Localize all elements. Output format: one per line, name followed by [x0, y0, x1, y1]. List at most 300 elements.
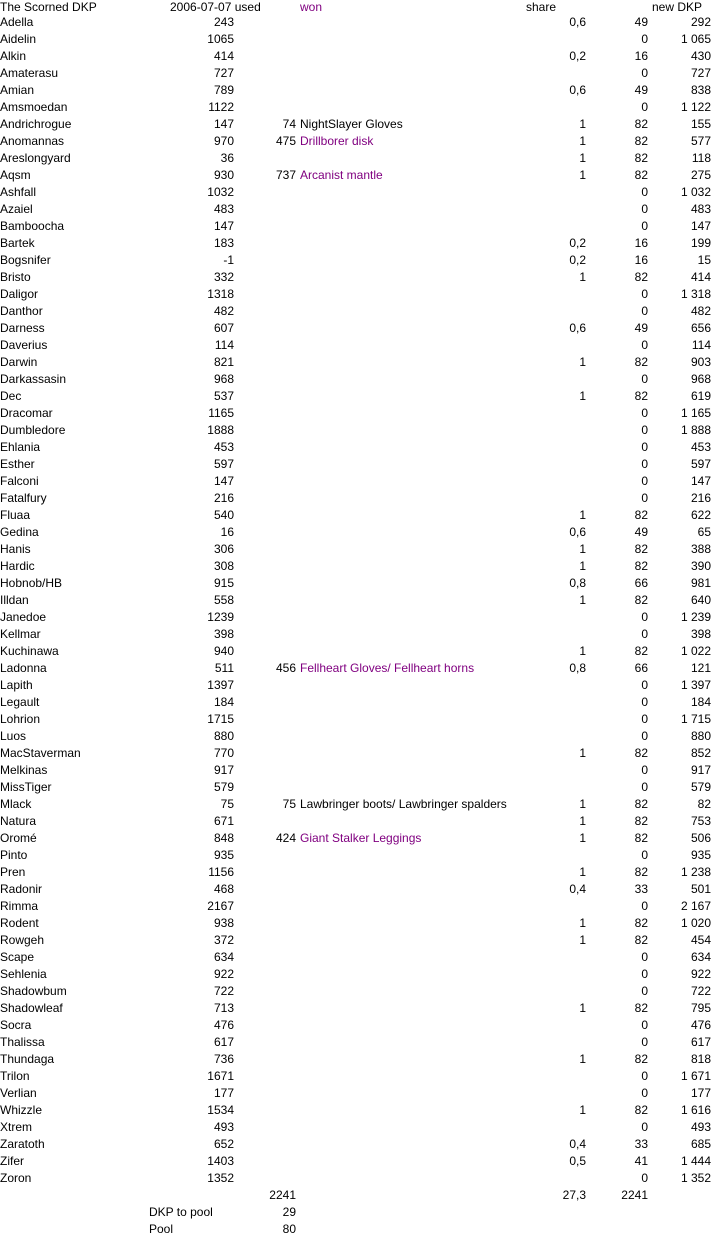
share-dkp: 0 [641, 491, 648, 505]
new-dkp: 1 671 [680, 1069, 711, 1083]
table-row [0, 932, 711, 949]
player-name: Dumbledore [0, 423, 66, 437]
table-row [0, 660, 711, 677]
table-row [0, 575, 711, 592]
used-dkp: 177 [213, 1086, 234, 1100]
new-dkp: 65 [697, 525, 711, 539]
share-dkp: 82 [634, 270, 648, 284]
table-row [0, 847, 711, 864]
new-dkp: 506 [690, 831, 711, 845]
used-dkp: 16 [220, 525, 234, 539]
used-dkp: 2167 [207, 899, 234, 913]
used-dkp: 579 [213, 780, 234, 794]
new-dkp: 1 165 [680, 406, 711, 420]
share-value: 0,6 [569, 525, 586, 539]
table-row [0, 1000, 711, 1017]
table-row [0, 473, 711, 490]
player-name: Socra [0, 1018, 32, 1032]
new-dkp: 619 [690, 389, 711, 403]
player-name: Dracomar [0, 406, 53, 420]
table-row [0, 1085, 711, 1102]
new-dkp: 482 [690, 304, 711, 318]
table-row [0, 320, 711, 337]
share-value: 1 [579, 559, 586, 573]
new-dkp: 1 020 [680, 916, 711, 930]
new-dkp: 15 [697, 253, 711, 267]
share-dkp: 0 [641, 304, 648, 318]
new-dkp: 640 [690, 593, 711, 607]
share-dkp: 82 [634, 168, 648, 182]
used-dkp: 727 [213, 66, 234, 80]
used-dkp: 483 [213, 202, 234, 216]
player-name: Falconi [0, 474, 39, 488]
total-dkp: 2241 [621, 1188, 648, 1202]
used-dkp: 306 [213, 542, 234, 556]
new-dkp: 818 [690, 1052, 711, 1066]
used-dkp: 821 [213, 355, 234, 369]
new-dkp: 922 [690, 967, 711, 981]
used-dkp: 1122 [208, 100, 234, 114]
player-name: Hanis [0, 542, 31, 556]
used-dkp: 414 [213, 49, 234, 63]
table-row [0, 762, 711, 779]
used-dkp: 935 [213, 848, 234, 862]
header-new-dkp: new DKP [652, 0, 703, 14]
share-dkp: 82 [634, 746, 648, 760]
table-row [0, 99, 711, 116]
new-dkp: 685 [690, 1137, 711, 1151]
pool-value: 80 [282, 1222, 296, 1236]
share-value: 0,2 [569, 49, 586, 63]
table-row [0, 507, 711, 524]
new-dkp: 275 [690, 168, 711, 182]
player-name: Aqsm [0, 168, 31, 182]
item-price: 424 [275, 831, 296, 845]
item-won: Fellheart Gloves/ Fellheart horns [300, 661, 475, 675]
table-row [0, 65, 711, 82]
table-row [0, 592, 711, 609]
new-dkp: 114 [691, 338, 711, 352]
share-dkp: 82 [634, 831, 648, 845]
header-won: won [300, 0, 323, 14]
share-dkp: 0 [641, 627, 648, 641]
used-dkp: 1156 [208, 865, 234, 879]
new-dkp: 1 022 [680, 644, 711, 658]
used-dkp: 114 [214, 338, 234, 352]
new-dkp: 216 [690, 491, 711, 505]
new-dkp: 390 [690, 559, 711, 573]
used-dkp: 453 [213, 440, 234, 454]
table-row [0, 1068, 711, 1085]
header-share: share [526, 0, 557, 14]
used-dkp: 880 [213, 729, 234, 743]
share-dkp: 0 [641, 1018, 648, 1032]
share-value: 1 [579, 134, 586, 148]
item-price: 475 [275, 134, 296, 148]
share-dkp: 0 [641, 1035, 648, 1049]
used-dkp: 332 [213, 270, 234, 284]
player-name: Areslongyard [0, 151, 71, 165]
share-dkp: 82 [634, 389, 648, 403]
header-title: The Scorned DKP [0, 0, 97, 14]
share-dkp: 41 [634, 1154, 648, 1168]
table-row [0, 201, 711, 218]
new-dkp: 398 [690, 627, 711, 641]
player-name: Mlack [0, 797, 32, 811]
share-value: 1 [579, 933, 586, 947]
used-dkp: 713 [213, 1001, 234, 1015]
new-dkp: 483 [690, 202, 711, 216]
table-row [0, 1034, 711, 1051]
table-row [0, 864, 711, 881]
pool-label: Pool [149, 1222, 174, 1236]
player-name: Hobnob/HB [0, 576, 63, 590]
share-dkp: 49 [634, 15, 648, 29]
share-dkp: 49 [634, 83, 648, 97]
used-dkp: 1715 [207, 712, 234, 726]
table-row [0, 524, 711, 541]
table-row [0, 728, 711, 745]
player-name: Lapith [0, 678, 33, 692]
used-dkp: 468 [213, 882, 234, 896]
used-dkp: 216 [213, 491, 234, 505]
used-dkp: 147 [213, 219, 234, 233]
new-dkp: 454 [690, 933, 711, 947]
share-dkp: 0 [641, 100, 648, 114]
player-name: Trilon [0, 1069, 30, 1083]
new-dkp: 903 [690, 355, 711, 369]
share-dkp: 0 [641, 984, 648, 998]
share-value: 0,8 [569, 576, 586, 590]
share-value: 1 [579, 831, 586, 845]
table-row [0, 898, 711, 915]
player-name: Lohrion [0, 712, 41, 726]
used-dkp: 671 [213, 814, 234, 828]
new-dkp: 501 [690, 882, 711, 896]
new-dkp: 1 065 [680, 32, 711, 46]
share-value: 0,2 [569, 253, 586, 267]
share-dkp: 0 [641, 202, 648, 216]
table-row [0, 133, 711, 150]
used-dkp: 493 [213, 1120, 234, 1134]
table-row [0, 626, 711, 643]
player-name: Verlian [0, 1086, 37, 1100]
used-dkp: 558 [213, 593, 234, 607]
share-dkp: 0 [641, 763, 648, 777]
player-name: Zaratoth [0, 1137, 45, 1151]
share-value: 0,6 [569, 15, 586, 29]
new-dkp: 118 [691, 151, 711, 165]
share-dkp: 0 [641, 185, 648, 199]
used-dkp: 1239 [207, 610, 234, 624]
used-dkp: 1534 [207, 1103, 234, 1117]
share-dkp: 82 [634, 644, 648, 658]
item-price: 456 [275, 661, 296, 675]
used-dkp: 243 [213, 15, 234, 29]
used-dkp: 1403 [207, 1154, 234, 1168]
used-dkp: 789 [213, 83, 234, 97]
table-row [0, 82, 711, 99]
player-name: Azaiel [0, 202, 33, 216]
share-dkp: 0 [641, 712, 648, 726]
share-dkp: 0 [641, 967, 648, 981]
new-dkp: 147 [690, 474, 711, 488]
player-name: MissTiger [0, 780, 52, 794]
new-dkp: 852 [690, 746, 711, 760]
item-won: Arcanist mantle [300, 168, 383, 182]
player-name: Hardic [0, 559, 35, 573]
used-dkp: 940 [213, 644, 234, 658]
player-name: Anomannas [0, 134, 65, 148]
table-row [0, 269, 711, 286]
used-dkp: 183 [213, 236, 234, 250]
table-row [0, 609, 711, 626]
share-value: 1 [579, 117, 586, 131]
player-name: Daligor [0, 287, 39, 301]
new-dkp: 147 [690, 219, 711, 233]
used-dkp: 372 [213, 933, 234, 947]
player-name: Illdan [0, 593, 29, 607]
table-row [0, 1136, 711, 1153]
player-name: Pinto [0, 848, 28, 862]
player-name: Aidelin [0, 32, 37, 46]
table-row [0, 711, 711, 728]
share-dkp: 0 [641, 440, 648, 454]
player-name: Melkinas [0, 763, 48, 777]
share-dkp: 82 [634, 134, 648, 148]
new-dkp: 292 [690, 15, 711, 29]
used-dkp: 398 [213, 627, 234, 641]
share-dkp: 82 [634, 1103, 648, 1117]
player-name: Darkassasin [0, 372, 67, 386]
player-name: Ehlania [0, 440, 41, 454]
share-dkp: 16 [634, 236, 648, 250]
table-row [0, 456, 711, 473]
player-name: Fluaa [0, 508, 31, 522]
item-won: Lawbringer boots/ Lawbringer spalders [300, 797, 507, 811]
share-value: 1 [579, 593, 586, 607]
share-dkp: 82 [634, 916, 648, 930]
new-dkp: 2 167 [680, 899, 711, 913]
new-dkp: 1 032 [680, 185, 711, 199]
player-name: Bartek [0, 236, 35, 250]
table-row [0, 1119, 711, 1136]
table-row [0, 558, 711, 575]
table-row [0, 184, 711, 201]
used-dkp: 770 [213, 746, 234, 760]
used-dkp: 917 [213, 763, 234, 777]
player-name: Scape [0, 950, 35, 964]
used-dkp: 75 [220, 797, 234, 811]
table-row [0, 881, 711, 898]
share-value: 0,8 [569, 661, 586, 675]
new-dkp: 155 [690, 117, 711, 131]
used-dkp: 540 [213, 508, 234, 522]
table-row [0, 422, 711, 439]
new-dkp: 656 [690, 321, 711, 335]
player-name: Thalissa [0, 1035, 45, 1049]
new-dkp: 1 444 [680, 1154, 711, 1168]
used-dkp: 184 [213, 695, 234, 709]
table-row [0, 235, 711, 252]
player-name: Xtrem [0, 1120, 33, 1134]
share-value: 1 [579, 1001, 586, 1015]
player-name: Rimma [0, 899, 38, 913]
used-dkp: 1165 [208, 406, 234, 420]
share-dkp: 0 [641, 1069, 648, 1083]
player-name: Legault [0, 695, 40, 709]
new-dkp: 838 [690, 83, 711, 97]
used-dkp: 147 [213, 474, 234, 488]
share-value: 1 [579, 814, 586, 828]
used-dkp: 722 [213, 984, 234, 998]
new-dkp: 935 [690, 848, 711, 862]
used-dkp: 1032 [207, 185, 234, 199]
player-name: Fatalfury [0, 491, 47, 505]
new-dkp: 597 [690, 457, 711, 471]
used-dkp: 308 [213, 559, 234, 573]
player-name: Pren [0, 865, 26, 879]
table-row [0, 745, 711, 762]
player-name: Ashfall [0, 185, 37, 199]
table-row [0, 1017, 711, 1034]
used-dkp: 968 [213, 372, 234, 386]
new-dkp: 880 [690, 729, 711, 743]
share-dkp: 66 [634, 576, 648, 590]
used-dkp: 511 [214, 661, 234, 675]
player-name: Shadowbum [0, 984, 67, 998]
table-row [0, 1051, 711, 1068]
new-dkp: 753 [690, 814, 711, 828]
player-name: Darwin [0, 355, 38, 369]
share-dkp: 82 [634, 865, 648, 879]
new-dkp: 577 [690, 134, 711, 148]
used-dkp: 652 [213, 1137, 234, 1151]
new-dkp: 1 238 [680, 865, 711, 879]
table-row [0, 490, 711, 507]
new-dkp: 414 [690, 270, 711, 284]
item-price: 74 [282, 117, 296, 131]
table-row [0, 286, 711, 303]
player-name: Alkin [0, 49, 27, 63]
table-row [0, 14, 711, 31]
share-dkp: 33 [634, 1137, 648, 1151]
table-row [0, 31, 711, 48]
table-row [0, 779, 711, 796]
item-price: 737 [275, 168, 296, 182]
player-name: Shadowleaf [0, 1001, 63, 1015]
player-name: Rodent [0, 916, 39, 930]
new-dkp: 622 [690, 508, 711, 522]
new-dkp: 82 [697, 797, 711, 811]
share-value: 0,5 [569, 1154, 586, 1168]
table-row [0, 541, 711, 558]
player-name: Amsmoedan [0, 100, 68, 114]
share-dkp: 49 [634, 321, 648, 335]
share-value: 1 [579, 1052, 586, 1066]
player-name: Oromé [0, 831, 37, 845]
share-dkp: 0 [641, 474, 648, 488]
player-name: Zoron [0, 1171, 32, 1185]
used-dkp: 617 [213, 1035, 234, 1049]
share-value: 1 [579, 916, 586, 930]
new-dkp: 579 [690, 780, 711, 794]
share-dkp: 82 [634, 559, 648, 573]
player-name: Amaterasu [0, 66, 59, 80]
used-dkp: 607 [213, 321, 234, 335]
player-name: Darness [0, 321, 45, 335]
share-value: 1 [579, 355, 586, 369]
new-dkp: 968 [690, 372, 711, 386]
new-dkp: 917 [690, 763, 711, 777]
table-row [0, 218, 711, 235]
table-row [0, 949, 711, 966]
share-dkp: 0 [641, 66, 648, 80]
share-value: 1 [579, 151, 586, 165]
share-dkp: 0 [641, 695, 648, 709]
item-price: 75 [282, 797, 296, 811]
table-row [0, 915, 711, 932]
used-dkp: 1352 [207, 1171, 234, 1185]
share-dkp: 82 [634, 117, 648, 131]
new-dkp: 722 [690, 984, 711, 998]
dkp-to-pool-label: DKP to pool [149, 1205, 213, 1219]
share-dkp: 82 [634, 542, 648, 556]
player-name: Bristo [0, 270, 31, 284]
item-won: Giant Stalker Leggings [300, 831, 422, 845]
used-dkp: 597 [213, 457, 234, 471]
player-name: Rowgeh [0, 933, 45, 947]
share-dkp: 0 [641, 338, 648, 352]
new-dkp: 617 [690, 1035, 711, 1049]
player-name: Andrichrogue [0, 117, 72, 131]
used-dkp: 938 [213, 916, 234, 930]
header-used: 2006-07-07 used [170, 0, 261, 14]
dkp-to-pool-value: 29 [282, 1205, 296, 1219]
table-row [0, 405, 711, 422]
share-dkp: 0 [641, 219, 648, 233]
share-dkp: 33 [634, 882, 648, 896]
share-dkp: 0 [641, 1171, 648, 1185]
share-value: 1 [579, 797, 586, 811]
share-value: 1 [579, 508, 586, 522]
table-row [0, 694, 711, 711]
used-dkp: 915 [213, 576, 234, 590]
share-dkp: 0 [641, 610, 648, 624]
player-name: MacStaverman [0, 746, 81, 760]
share-dkp: 82 [634, 1001, 648, 1015]
new-dkp: 727 [690, 66, 711, 80]
table-row [0, 830, 711, 847]
new-dkp: 1 397 [680, 678, 711, 692]
share-dkp: 0 [641, 950, 648, 964]
share-value: 1 [579, 270, 586, 284]
player-name: Kuchinawa [0, 644, 59, 658]
player-name: Kellmar [0, 627, 41, 641]
share-dkp: 0 [641, 848, 648, 862]
table-row [0, 677, 711, 694]
used-dkp: -1 [223, 253, 234, 267]
share-dkp: 82 [634, 151, 648, 165]
new-dkp: 795 [690, 1001, 711, 1015]
share-value: 0,2 [569, 236, 586, 250]
share-dkp: 82 [634, 797, 648, 811]
player-name: Daverius [0, 338, 48, 352]
used-dkp: 36 [220, 151, 234, 165]
new-dkp: 493 [690, 1120, 711, 1134]
used-dkp: 537 [213, 389, 234, 403]
share-value: 1 [579, 644, 586, 658]
